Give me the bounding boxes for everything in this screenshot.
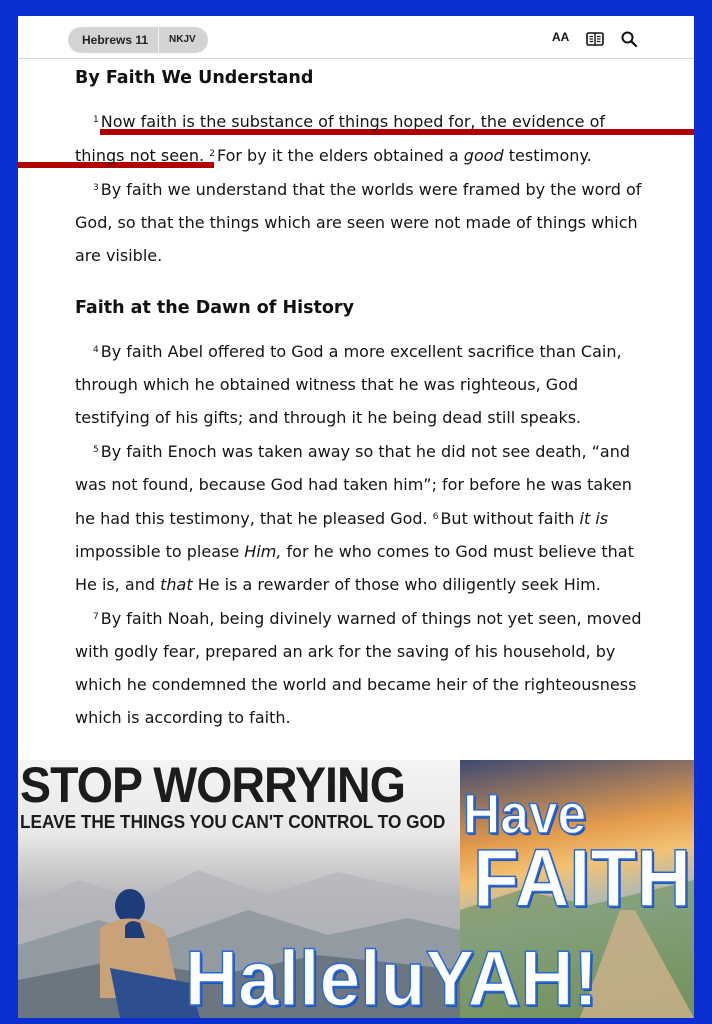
verse-number[interactable]: 6 (432, 512, 439, 522)
section-heading-2: Faith at the Dawn of History (75, 298, 354, 318)
stop-worrying-subtitle: LEAVE THE THINGS YOU CAN'T CONTROL TO GOD (20, 811, 446, 832)
verse-text[interactable]: For by it the elders obtained a (216, 146, 464, 165)
verse-text[interactable]: By faith Enoch was taken away so that he did not see death, “and was not found, because God had taken him”; for before he was taken he had this testimony, that he pleased God. (75, 442, 632, 528)
verse-italic: good (463, 146, 504, 165)
verse-number[interactable]: 3 (93, 183, 99, 193)
verse-text[interactable]: But without faith (440, 509, 580, 528)
reader-frame (18, 16, 694, 1018)
top-toolbar (18, 16, 694, 59)
verse-text[interactable]: By faith Noah, being divinely warned of things not yet seen, moved with godly fear, prepared an ark for the saving of his household, by which he condemned the world and became heir of the righteousness which is according to faith. (75, 609, 642, 727)
verse-number[interactable]: 2 (209, 149, 215, 159)
verse-number[interactable]: 4 (93, 345, 99, 355)
verse-text[interactable]: Now faith is the substance of things hoped for, the evidence of things not seen. (75, 112, 605, 165)
verse-italic: that (160, 575, 193, 594)
verse-number[interactable]: 7 (93, 612, 99, 622)
paragraph-1 (75, 104, 655, 172)
search-icon[interactable] (621, 31, 637, 47)
section-heading-1: By Faith We Understand (75, 68, 314, 88)
paragraph-2 (75, 172, 655, 272)
verse-italic: Him, (244, 542, 282, 561)
verse-italic: it is (579, 509, 609, 528)
verse-text[interactable]: impossible to please (75, 542, 245, 561)
hallelujah-text: HalleluYAH! (185, 934, 598, 1018)
have-text: Have (463, 782, 587, 845)
verse-text[interactable]: testimony. (503, 146, 592, 165)
scripture-text (75, 62, 655, 734)
stop-worrying-text (20, 760, 460, 834)
chapter-selector[interactable] (68, 27, 208, 53)
paragraph-5 (75, 601, 655, 734)
verse-text[interactable]: He is a rewarder of those who diligently seek Him. (192, 575, 601, 594)
version-button[interactable]: NKJV (169, 34, 196, 45)
verse-text[interactable]: By faith we understand that the worlds were framed by the word of God, so that the things which are seen were not made of things which are visible. (75, 180, 642, 265)
verse-text[interactable]: for he who comes to God must believe that He is, and (75, 542, 634, 594)
faith-text: FAITH (473, 833, 691, 924)
book-chapter-button[interactable]: Hebrews 11 (68, 27, 159, 53)
paragraph-4 (75, 434, 655, 601)
font-size-label: AA (552, 30, 570, 44)
verse-number[interactable]: 5 (93, 445, 99, 455)
book-icon[interactable] (586, 32, 604, 46)
paragraph-3 (75, 334, 655, 434)
font-size-button[interactable] (552, 30, 569, 44)
stop-worrying-title: STOP WORRYING (20, 760, 405, 813)
verse-number[interactable]: 1 (93, 115, 99, 125)
verse-text[interactable]: By faith Abel offered to God a more excellent sacrifice than Cain, through which he obtained witness that he was righteous, God testifying of his gifts; and through it he being dead still speaks. (75, 342, 622, 427)
